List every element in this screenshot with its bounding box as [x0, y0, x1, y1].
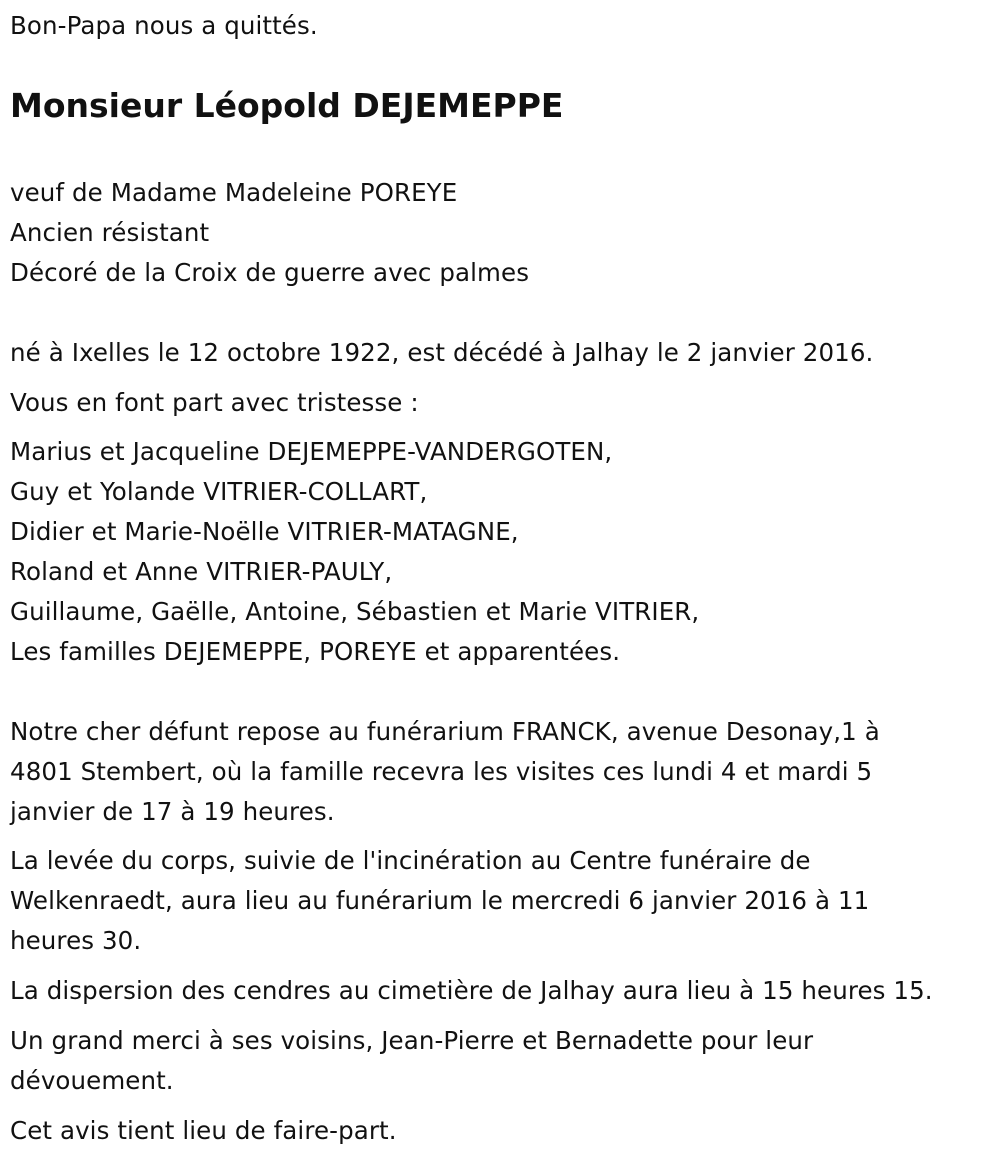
levee-text-line: Welkenraedt, aura lieu au funérarium le mercredi 6 janvier 2016 à 11 — [10, 886, 870, 915]
closing-text: Cet avis tient lieu de faire-part. — [10, 1116, 397, 1145]
repose-text-line: Notre cher défunt repose au funérarium FRANCK, avenue Desonay,1 à — [10, 717, 880, 746]
levee-text-line: heures 30. — [10, 926, 142, 955]
levee-text-line: La levée du corps, suivie de l'incinération au Centre funéraire de — [10, 846, 811, 875]
family-member: Didier et Marie-Noëlle VITRIER-MATAGNE, — [10, 517, 519, 546]
detail-decoration: Décoré de la Croix de guerre avec palmes — [10, 258, 530, 287]
repose-text-line: janvier de 17 à 19 heures. — [10, 797, 335, 826]
repose-text-line: 4801 Stembert, où la famille recevra les visites ces lundi 4 et mardi 5 — [10, 757, 873, 786]
birth-death-text: né à Ixelles le 12 octobre 1922, est décédé à Jalhay le 2 janvier 2016. — [10, 338, 874, 367]
merci-text-line: dévouement. — [10, 1066, 174, 1095]
announcement-text: Vous en font part avec tristesse : — [10, 388, 419, 417]
family-member: Les familles DEJEMEPPE, POREYE et apparentées. — [10, 637, 621, 666]
family-member: Marius et Jacqueline DEJEMEPPE-VANDERGOTEN, — [10, 437, 613, 466]
merci-text-line: Un grand merci à ses voisins, Jean-Pierre et Bernadette pour leur — [10, 1026, 814, 1055]
family-member: Guy et Yolande VITRIER-COLLART, — [10, 477, 428, 506]
dispersion-text: La dispersion des cendres au cimetière de Jalhay aura lieu à 15 heures 15. — [10, 976, 933, 1005]
detail-widower: veuf de Madame Madeleine POREYE — [10, 178, 458, 207]
deceased-name-title: Monsieur Léopold DEJEMEPPE — [10, 86, 564, 125]
family-member: Roland et Anne VITRIER-PAULY, — [10, 557, 393, 586]
intro-text: Bon-Papa nous a quittés. — [10, 11, 318, 40]
detail-resistance: Ancien résistant — [10, 218, 210, 247]
family-member: Guillaume, Gaëlle, Antoine, Sébastien et Marie VITRIER, — [10, 597, 700, 626]
